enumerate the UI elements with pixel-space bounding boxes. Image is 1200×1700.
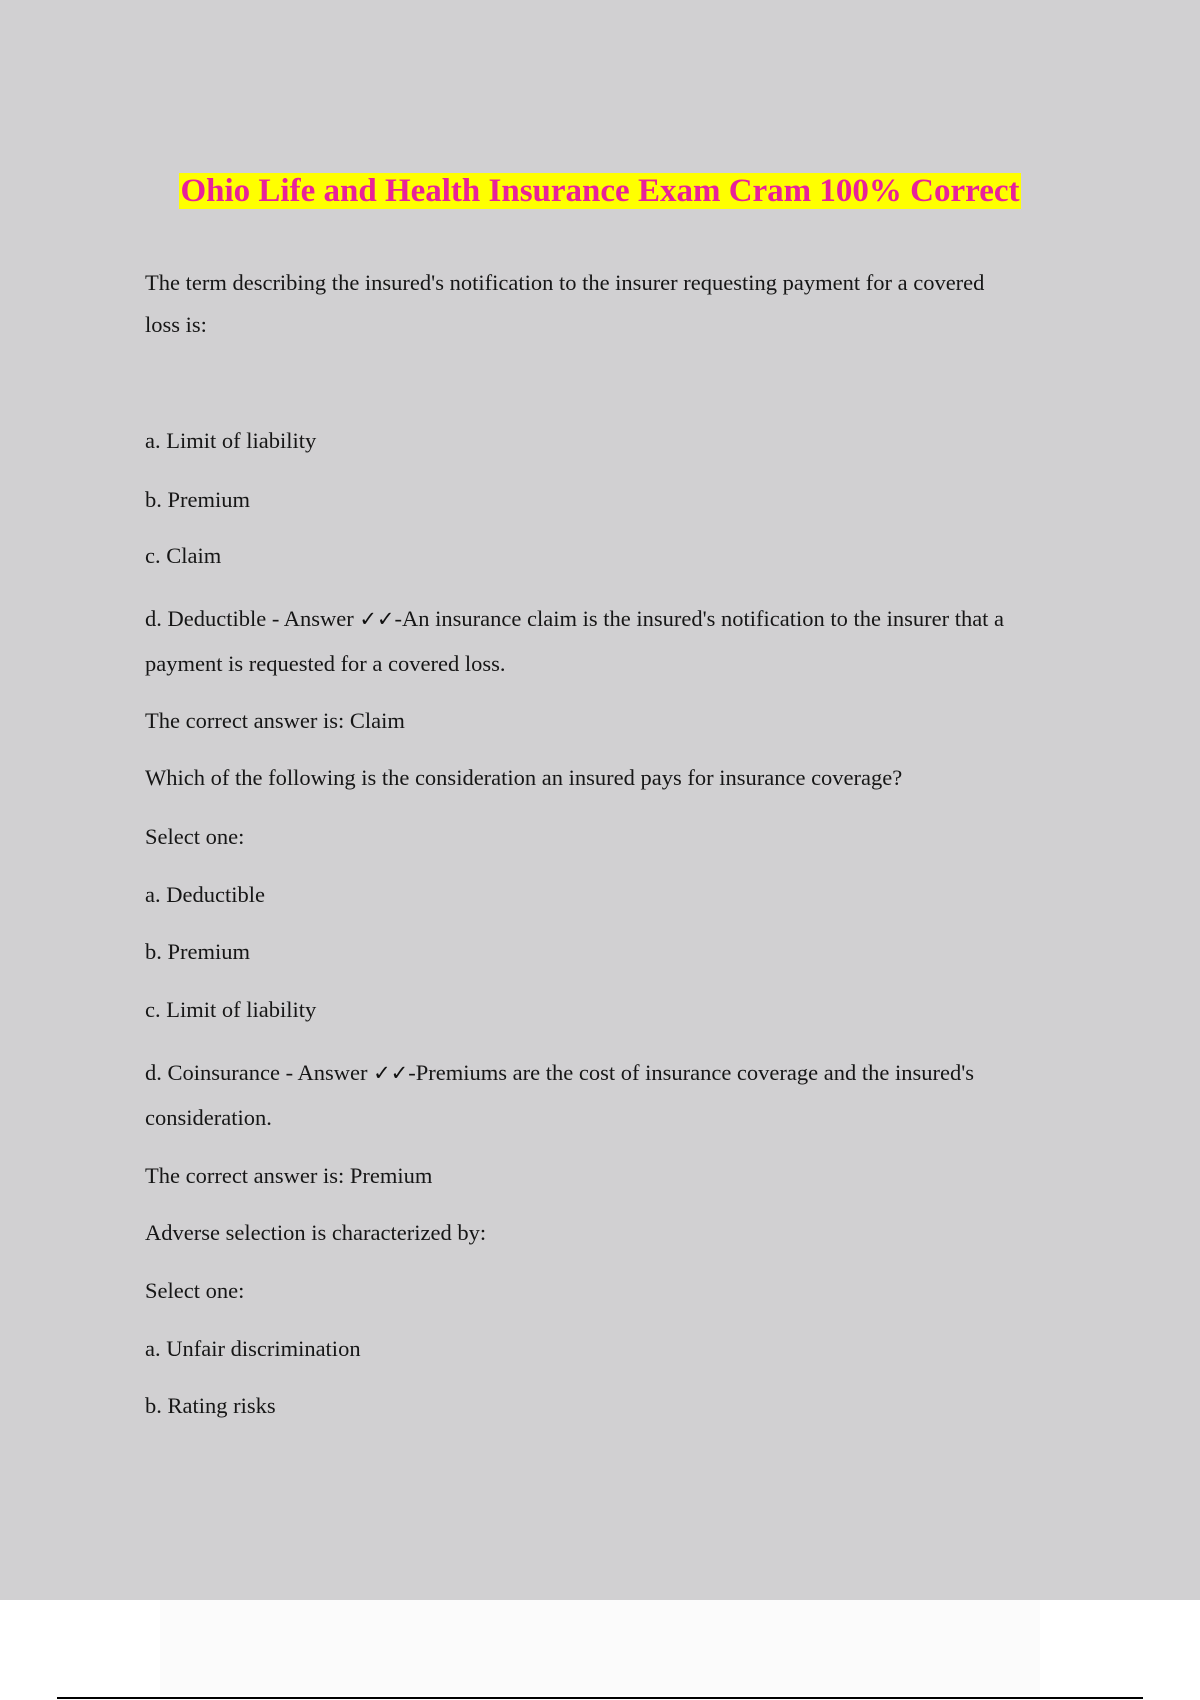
answer-prefix: d. Coinsurance - Answer — [145, 1060, 374, 1085]
answer-prefix: d. Deductible - Answer — [145, 606, 360, 631]
question-2-option-c: c. Limit of liability — [145, 997, 317, 1022]
question-2-option-b: b. Premium — [145, 939, 250, 964]
question-1-prompt-line-2: loss is: — [145, 312, 207, 337]
question-2-correct-answer: The correct answer is: Premium — [145, 1163, 433, 1188]
question-1-correct-answer: The correct answer is: Claim — [145, 708, 405, 733]
question-2-option-d-answer — [145, 1058, 974, 1088]
document-title — [0, 169, 1200, 213]
document-title-highlight: Ohio Life and Health Insurance Exam Cram 100% Correct — [180, 173, 1020, 209]
answer-explanation: -Premiums are the cost of insurance coverage and the insured's — [408, 1060, 975, 1085]
question-1-prompt-line-1: The term describing the insured's notification to the insurer requesting payment for a covered — [145, 270, 985, 295]
question-1-option-d-answer — [145, 604, 1004, 634]
question-2-select-one: Select one: — [145, 824, 245, 849]
question-2-explanation-line-2: consideration. — [145, 1105, 272, 1130]
double-check-icon: ✓✓ — [359, 607, 395, 631]
question-1-option-a: a. Limit of liability — [145, 428, 317, 453]
footer-divider — [57, 1697, 1143, 1699]
question-3-option-a: a. Unfair discrimination — [145, 1336, 361, 1361]
page-footer — [0, 1600, 1200, 1700]
question-1-option-c: c. Claim — [145, 543, 222, 568]
question-1-explanation-line-2: payment is requested for a covered loss. — [145, 651, 506, 676]
double-check-icon: ✓✓ — [373, 1061, 409, 1085]
question-2-prompt: Which of the following is the consideration an insured pays for insurance coverage? — [145, 765, 903, 790]
answer-explanation: -An insurance claim is the insured's notification to the insurer that a — [394, 606, 1005, 631]
question-3-select-one: Select one: — [145, 1278, 245, 1303]
question-3-prompt: Adverse selection is characterized by: — [145, 1220, 487, 1245]
question-3-option-b: b. Rating risks — [145, 1393, 276, 1418]
footer-shade — [160, 1600, 1040, 1695]
question-2-option-a: a. Deductible — [145, 882, 265, 907]
question-1-option-b: b. Premium — [145, 487, 250, 512]
